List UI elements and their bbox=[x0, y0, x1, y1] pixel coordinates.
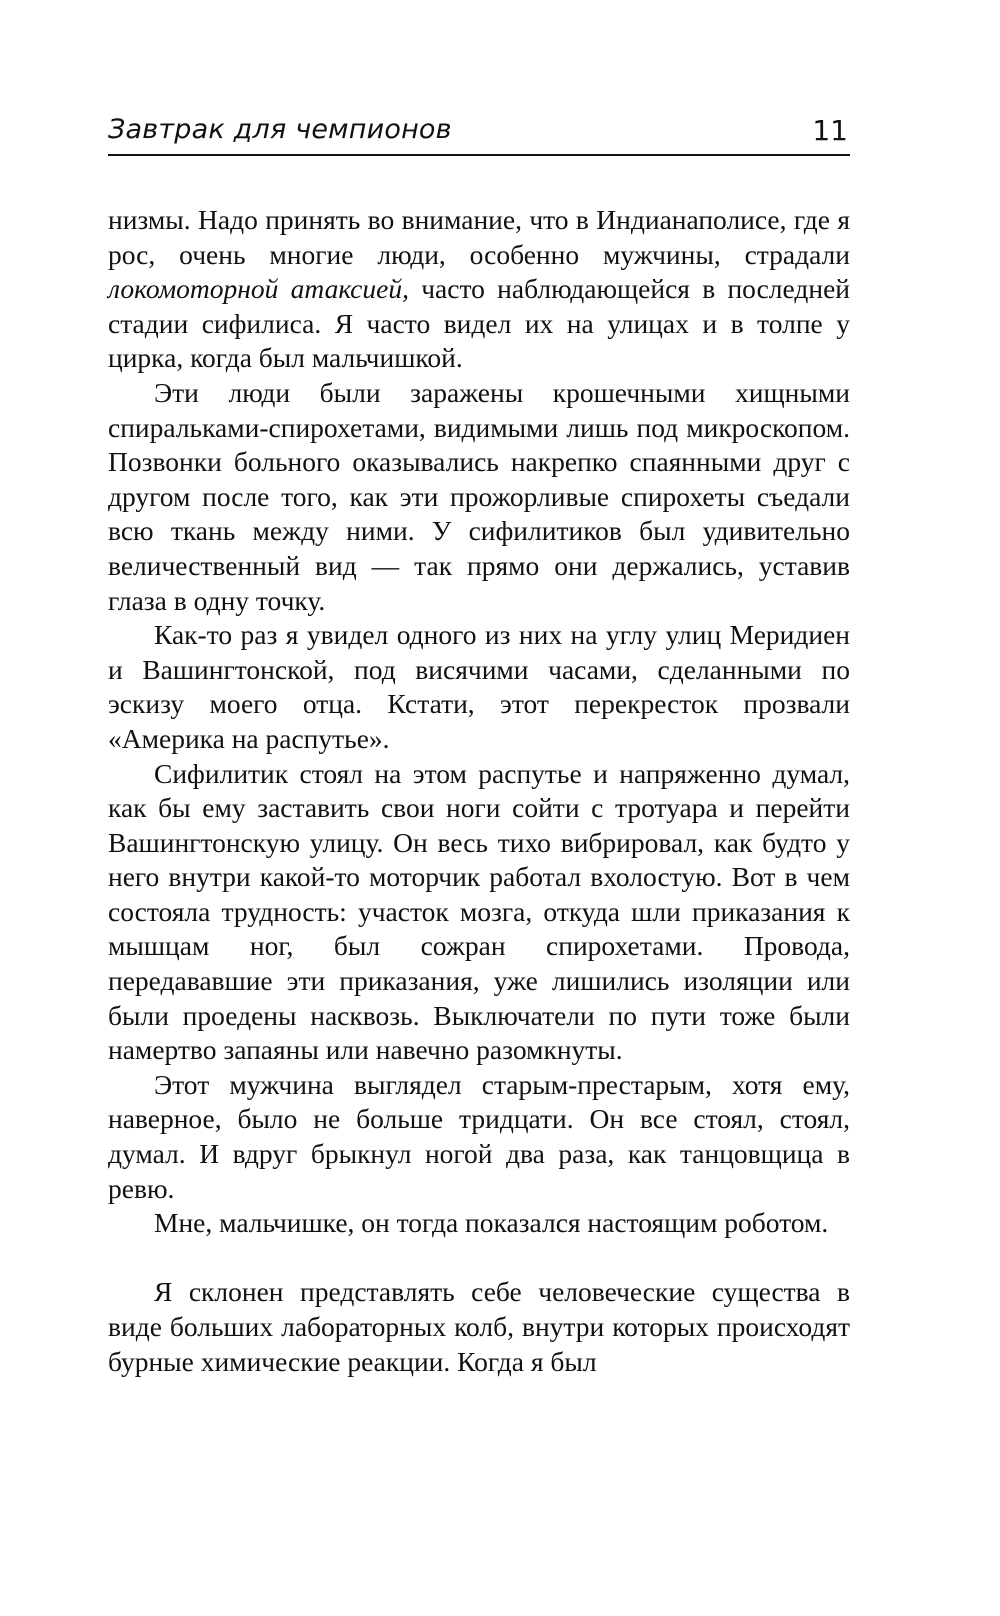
paragraph-text: низмы. Надо принять во внимание, что в Индианаполисе, где я рос, очень многие люди, особенно мужчины, страдали bbox=[108, 204, 850, 270]
paragraph: Сифилитик стоял на этом распутье и напряженно думал, как бы ему заставить свои ноги сойти с тротуара и перейти Вашингтонскую улицу. Он весь тихо вибрировал, как будто у него внутри какой-то моторчик работал вхолостую. Вот в чем состояла трудность: участок мозга, откуда шли приказания к мышцам ног, был сожран спирохетами. Провода, передававшие эти приказания, уже лишились изоляции или были проедены насквозь. Выключатели по пути тоже были намертво запаяны или навечно разомкнуты. bbox=[108, 757, 850, 1066]
book-title: Завтрак для чемпионов bbox=[108, 114, 452, 145]
paragraph: Эти люди были заражены крошечными хищными спиральками-спирохетами, видимыми лишь под микроскопом. Позвонки больного оказывались накрепко спаянными друг с другом после того, как эти прожорливые спирохеты съедали всю ткань между ними. У сифилитиков был удивительно величественный вид — так прямо они держались, уставив глаза в одну точку. bbox=[108, 376, 850, 616]
paragraph: Этот мужчина выглядел старым-престарым, хотя ему, наверное, было не больше тридцати. Он все стоял, стоял, думал. И вдруг брыкнул ногой два раза, как танцовщица в ревю. bbox=[108, 1068, 850, 1204]
paragraph: Мне, мальчишке, он тогда показался настоящим роботом. bbox=[154, 1207, 829, 1239]
page-body bbox=[108, 203, 850, 1379]
paragraph bbox=[108, 203, 850, 376]
paragraph-text: часто наблюдающейся в последней стадии сифилиса. Я часто видел их на улицах и в толпе у цирка, когда был мальчишкой. bbox=[108, 273, 851, 374]
section-start-paragraph: Я склонен представлять себе человеческие существа в виде больших лабораторных колб, внутри которых происходят бурные химические реакции. Когда я был bbox=[108, 1276, 850, 1377]
paragraph: Как-то раз я увидел одного из них на углу улиц Меридиен и Вашингтонской, под висячими часами, сделанными по эскизу моего отца. Кстати, этот перекресток прозвали «Америка на распутье». bbox=[108, 619, 850, 754]
page-number: 11 bbox=[812, 114, 848, 147]
emphasized-term: локомоторной атаксией, bbox=[108, 273, 409, 305]
running-header bbox=[108, 108, 850, 156]
